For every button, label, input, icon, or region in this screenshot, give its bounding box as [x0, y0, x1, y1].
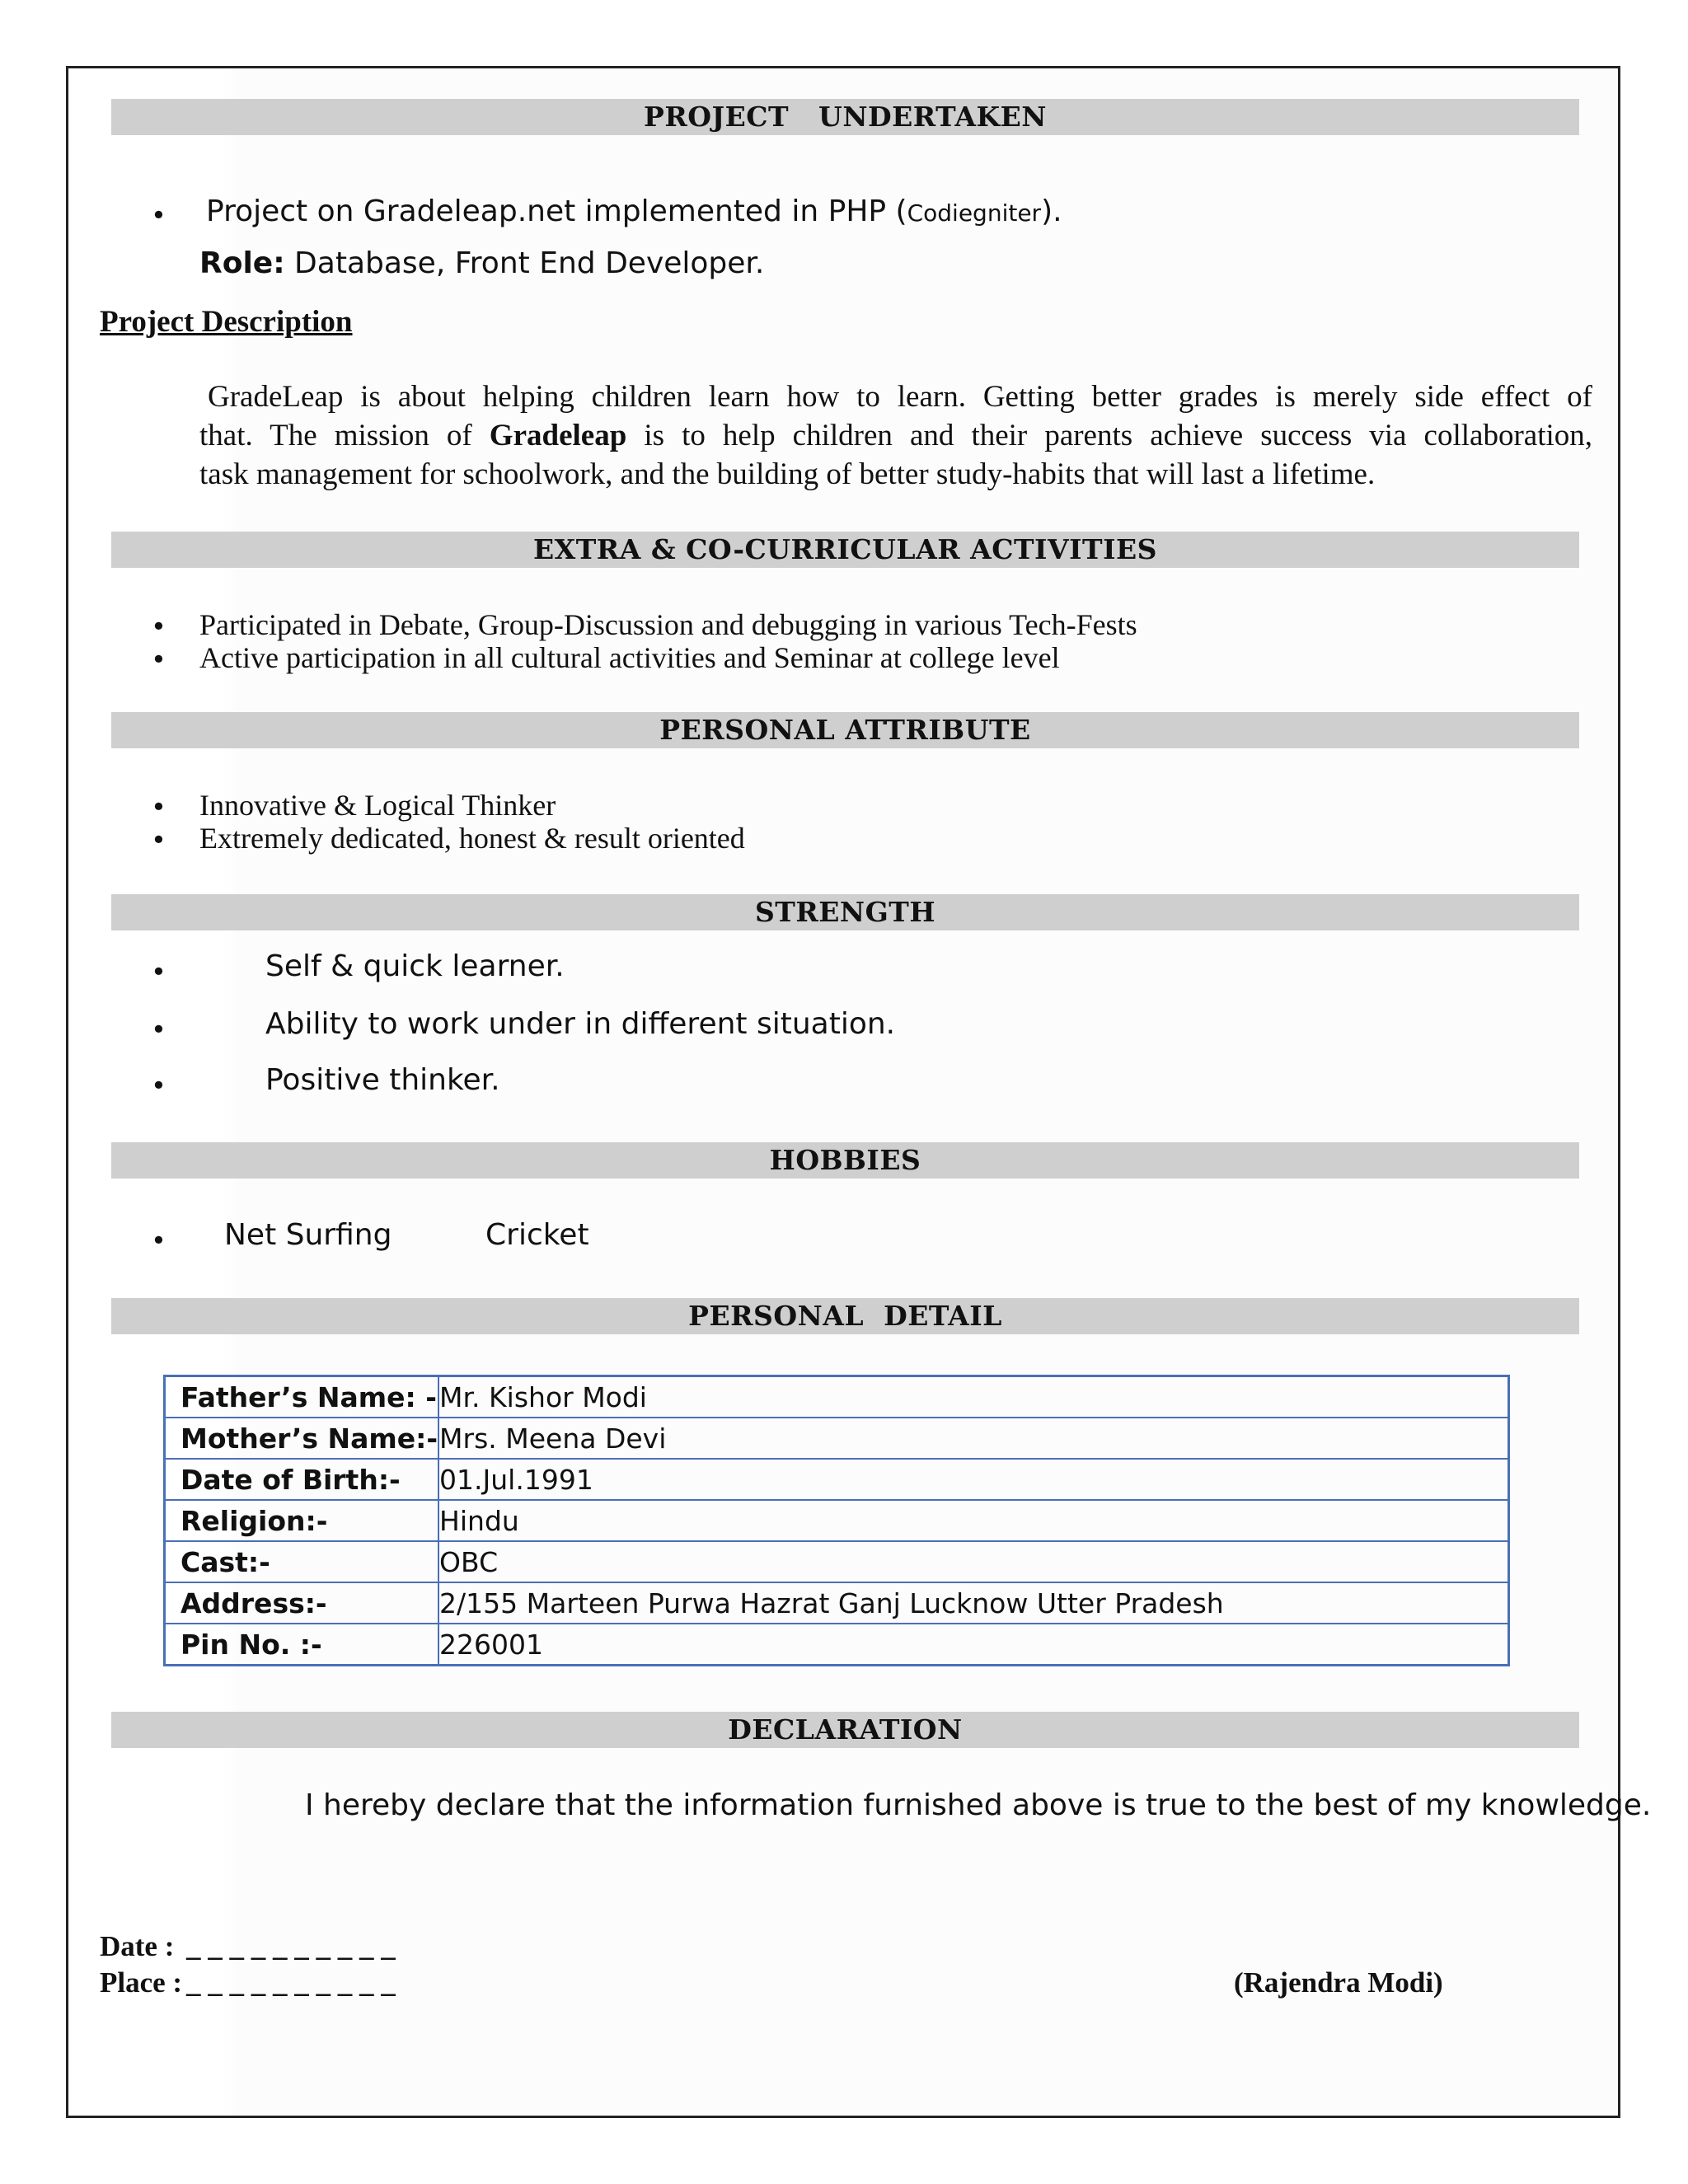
table-row	[165, 1541, 1509, 1582]
detail-value: Mrs. Meena Devi	[438, 1418, 1508, 1459]
signature-name: (Rajendra Modi)	[1234, 1966, 1443, 1999]
project-line-main: Project on Gradeleap.net implemented in PHP (	[206, 194, 907, 228]
extra-item: Active participation in all cultural activities and Seminar at college level	[199, 641, 1060, 674]
detail-value: OBC	[438, 1541, 1508, 1582]
section-header-declaration: DECLARATION	[111, 1712, 1579, 1748]
bullet-icon: •	[151, 956, 166, 987]
hobby-net-surfing: Net Surfing	[224, 1218, 392, 1252]
declaration-text: I hereby declare that the information furnished above is true to the best of my knowledge.	[305, 1788, 1652, 1822]
description-bold-gradeleap: Gradeleap	[489, 419, 627, 452]
section-header-hobbies: HOBBIES	[111, 1142, 1579, 1179]
bullet-icon: •	[151, 791, 166, 823]
hobby-cricket: Cricket	[485, 1218, 589, 1252]
bullet-icon: •	[151, 644, 166, 675]
strength-item: Positive thinker.	[265, 1063, 500, 1097]
detail-value: 01.Jul.1991	[438, 1459, 1508, 1500]
detail-label: Religion:-	[165, 1500, 439, 1541]
strength-item: Self & quick learner.	[265, 949, 565, 983]
detail-label: Mother’s Name:-	[165, 1418, 439, 1459]
table-row	[165, 1500, 1509, 1541]
bullet-icon: •	[151, 199, 166, 231]
attribute-item: Extremely dedicated, honest & result oriented	[199, 822, 745, 855]
section-header-strength: STRENGTH	[111, 894, 1579, 930]
detail-value: Hindu	[438, 1500, 1508, 1541]
project-description-heading: Project Description	[100, 305, 353, 339]
description-line-2a: that. The mission of	[199, 419, 472, 452]
date-label: Date :	[100, 1930, 175, 1962]
bullet-icon: •	[151, 611, 166, 642]
personal-detail-table	[163, 1375, 1510, 1666]
project-role-label: Role:	[199, 246, 285, 280]
description-line-3: task management for schoolwork, and the building of better study-habits that will last a lifetime.	[199, 457, 1376, 491]
detail-label: Date of Birth:-	[165, 1459, 439, 1500]
detail-label: Father’s Name: -	[165, 1376, 439, 1418]
description-line-2b: is to help children and their parents achieve success via collaboration,	[644, 419, 1592, 452]
bullet-icon: •	[151, 1070, 166, 1101]
table-row	[165, 1418, 1509, 1459]
attribute-item: Innovative & Logical Thinker	[199, 789, 556, 822]
bullet-icon: •	[151, 1014, 166, 1045]
detail-value: 2/155 Marteen Purwa Hazrat Ganj Lucknow Utter Pradesh	[438, 1582, 1508, 1624]
description-line-2	[199, 416, 1592, 455]
project-role-value: Database, Front End Developer.	[284, 246, 765, 280]
section-header-attribute: PERSONAL ATTRIBUTE	[111, 712, 1579, 748]
section-header-detail: PERSONAL DETAIL	[111, 1298, 1579, 1334]
project-line	[206, 194, 1062, 228]
description-line-1: GradeLeap is about helping children learn how to learn. Getting better grades is merely side effect of	[208, 380, 1592, 414]
date-blank: _ _ _ _ _ _ _ _ _ _	[186, 1930, 396, 1962]
section-header-extra: EXTRA & CO-CURRICULAR ACTIVITIES	[111, 532, 1579, 568]
detail-label: Address:-	[165, 1582, 439, 1624]
detail-value: Mr. Kishor Modi	[438, 1376, 1508, 1418]
detail-label: Cast:-	[165, 1541, 439, 1582]
table-row	[165, 1582, 1509, 1624]
project-line-close: ).	[1041, 194, 1062, 228]
detail-value: 226001	[438, 1624, 1508, 1666]
place-label: Place :	[100, 1966, 183, 1999]
extra-item: Participated in Debate, Group-Discussion and debugging in various Tech-Fests	[199, 608, 1137, 641]
strength-item: Ability to work under in different situation.	[265, 1007, 896, 1041]
bullet-icon: •	[151, 824, 166, 855]
table-row	[165, 1376, 1509, 1418]
detail-label: Pin No. :-	[165, 1624, 439, 1666]
place-blank: _ _ _ _ _ _ _ _ _ _	[186, 1966, 396, 1999]
project-line-framework: Codiegniter	[907, 199, 1042, 227]
table-row	[165, 1624, 1509, 1666]
project-role	[199, 246, 764, 280]
project-description	[199, 377, 1592, 494]
section-header-project: PROJECT UNDERTAKEN	[111, 99, 1579, 135]
bullet-icon: •	[151, 1225, 166, 1256]
table-row	[165, 1459, 1509, 1500]
